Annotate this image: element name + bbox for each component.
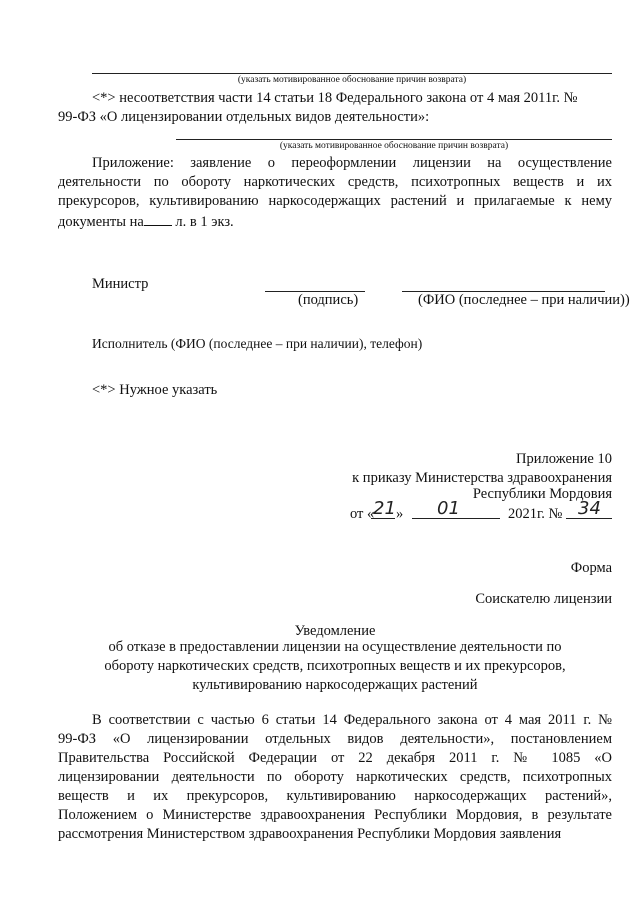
date-month: 01: [437, 498, 460, 519]
appendix-title: Приложение 10: [516, 451, 612, 467]
month-line: [412, 518, 500, 519]
body-line: Правительства Российской Федерации от 22 декабря 2011 г. № 1085 «О: [58, 750, 612, 766]
body-line: Положением о Министерстве здравоохранения Республики Мордовия, в результате: [58, 807, 612, 823]
footnote-line-1: <*> несоответствия части 14 статьи 18 Федерального закона от 4 мая 2011г. №: [92, 90, 578, 106]
notice-subtitle-line: обороту наркотических средств, психотропных веществ и их прекурсоров,: [104, 658, 566, 674]
executor: Исполнитель (ФИО (последнее – при наличии), телефон): [92, 336, 423, 351]
addressee: Соискателю лицензии: [475, 591, 612, 607]
date-prefix: от «: [350, 506, 375, 522]
date-year: 2021г. №: [508, 506, 563, 522]
body-line: 99-ФЗ «О лицензировании отдельных видов деятельности», постановлением: [58, 731, 612, 747]
name-hint: (ФИО (последнее – при наличии)): [418, 292, 630, 308]
body-line: лицензировании деятельности по обороту наркотических средств, психотропных: [58, 769, 612, 785]
pages-blank: [144, 211, 172, 226]
day-line: [371, 518, 395, 519]
appendix-line-3: Республики Мордовия: [472, 486, 612, 502]
reason-hint-2: (указать мотивированное обоснование причин возврата): [279, 141, 509, 151]
signature-hint: (подпись): [298, 292, 359, 308]
signer-title: Министр: [92, 276, 149, 292]
date-day: 21: [373, 498, 396, 519]
attachment-line: прекурсоров, культивированию наркосодержащих растений и прилагаемые к нему: [58, 193, 612, 209]
attachment-last-line: [58, 211, 234, 232]
note: <*> Нужное указать: [92, 382, 218, 398]
attachment-suffix: л. в 1 экз.: [175, 214, 234, 230]
form-label: Форма: [570, 560, 612, 576]
appendix-line-2: к приказу Министерства здравоохранения: [352, 470, 612, 486]
date-mid: »: [396, 506, 404, 522]
reason-line-2: [176, 139, 612, 140]
number-line: [566, 518, 612, 519]
reason-line-1: [92, 73, 612, 74]
reason-hint-1: (указать мотивированное обоснование причин возврата): [237, 75, 467, 85]
body-line: В соответствии с частью 6 статьи 14 Федерального закона от 4 мая 2011 г. №: [92, 712, 612, 728]
order-number: 34: [578, 498, 601, 519]
attachment-line: Приложение: заявление о переоформлении лицензии на осуществление: [92, 155, 612, 171]
body-line: рассмотрения Министерством здравоохранения Республики Мордовия заявления: [58, 826, 562, 842]
body-line: веществ и их прекурсоров, культивированию наркосодержащих растений»,: [58, 788, 612, 804]
attachment-prefix: документы на: [58, 214, 144, 230]
notice-subtitle-line: об отказе в предоставлении лицензии на осуществление деятельности по: [108, 639, 562, 655]
attachment-line: деятельности по обороту наркотических средств, психотропных веществ и их: [58, 174, 612, 190]
notice-title: Уведомление: [294, 623, 376, 639]
notice-subtitle-line: культивированию наркосодержащих растений: [192, 677, 478, 693]
footnote-line-2: 99-ФЗ «О лицензировании отдельных видов деятельности»:: [58, 109, 430, 125]
